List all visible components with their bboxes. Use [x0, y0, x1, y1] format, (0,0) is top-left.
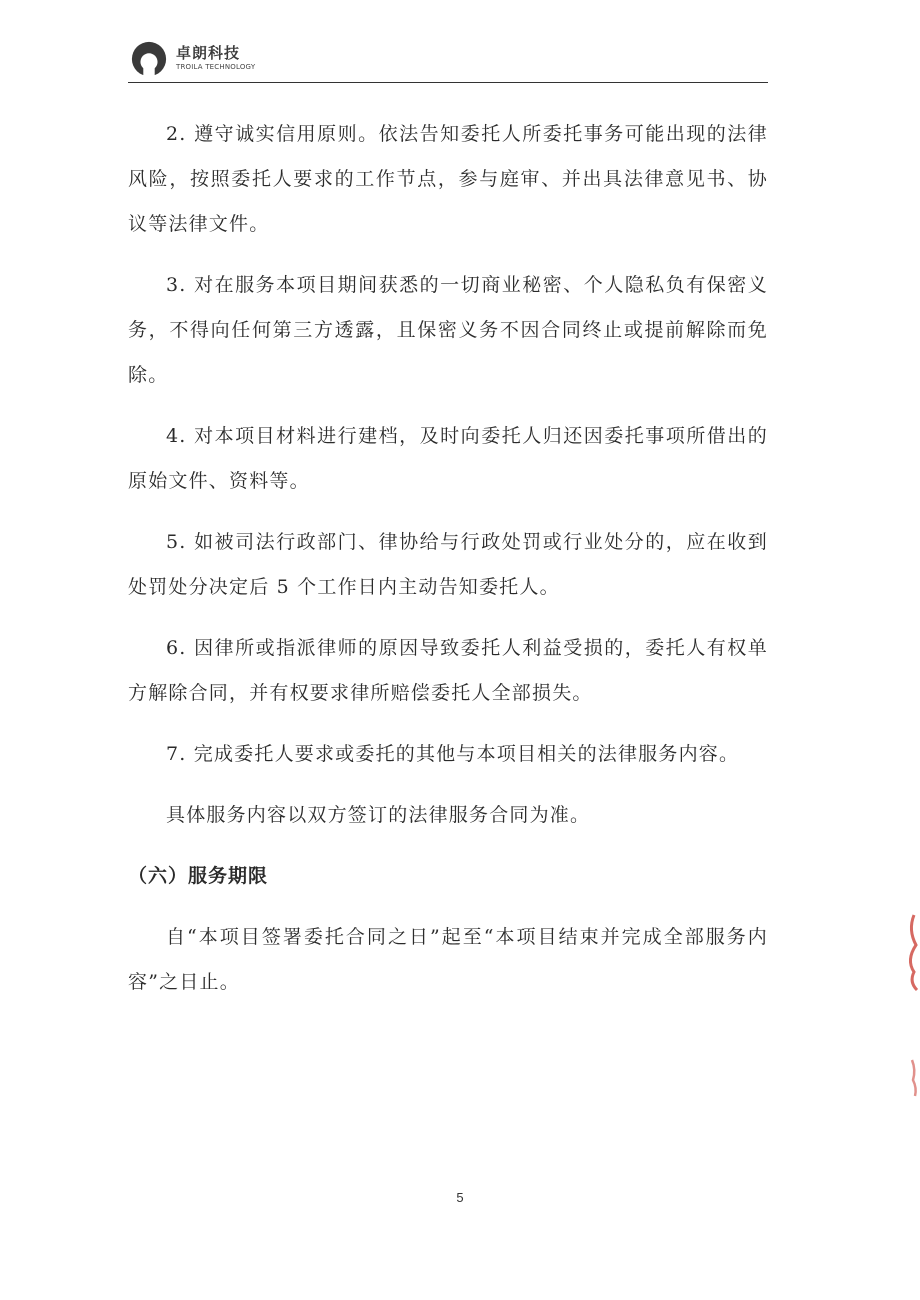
- service-content-note: 具体服务内容以双方签订的法律服务合同为准。: [166, 804, 591, 826]
- logo-chinese-name: 卓朗科技: [176, 44, 241, 62]
- page-number: 5: [456, 1190, 464, 1205]
- red-seal-stamp: [900, 910, 920, 1100]
- service-period-text: 自“本项目签署委托合同之日”起至“本项目结束并完成全部服务内容”之日止。: [128, 926, 768, 993]
- clause-5: 5. 如被司法行政部门、律协给与行政处罚或行业处分的，应在收到处罚处分决定后 5 个工作日内主动告知委托人。: [128, 531, 768, 598]
- page-header: [128, 36, 768, 83]
- clause-6: 6. 因律所或指派律师的原因导致委托人利益受损的，委托人有权单方解除合同，并有权要求律所赔偿委托人全部损失。: [128, 637, 768, 704]
- clause-2: 2. 遵守诚实信用原则。依法告知委托人所委托事务可能出现的法律风险，按照委托人要求的工作节点，参与庭审、并出具法律意见书、协议等法律文件。: [128, 123, 768, 235]
- troila-logo-icon: [130, 40, 168, 78]
- logo-english-name: TROILA TECHNOLOGY: [176, 63, 256, 71]
- clause-7: 7. 完成委托人要求或委托的其他与本项目相关的法律服务内容。: [166, 743, 740, 765]
- section-heading-service-period: （六）服务期限: [128, 865, 269, 887]
- document-body: [128, 112, 768, 1021]
- clause-3: 3. 对在服务本项目期间获悉的一切商业秘密、个人隐私负有保密义务，不得向任何第三方透露，且保密义务不因合同终止或提前解除而免除。: [128, 274, 768, 386]
- clause-4: 4. 对本项目材料进行建档，及时向委托人归还因委托事项所借出的原始文件、资料等。: [128, 425, 768, 492]
